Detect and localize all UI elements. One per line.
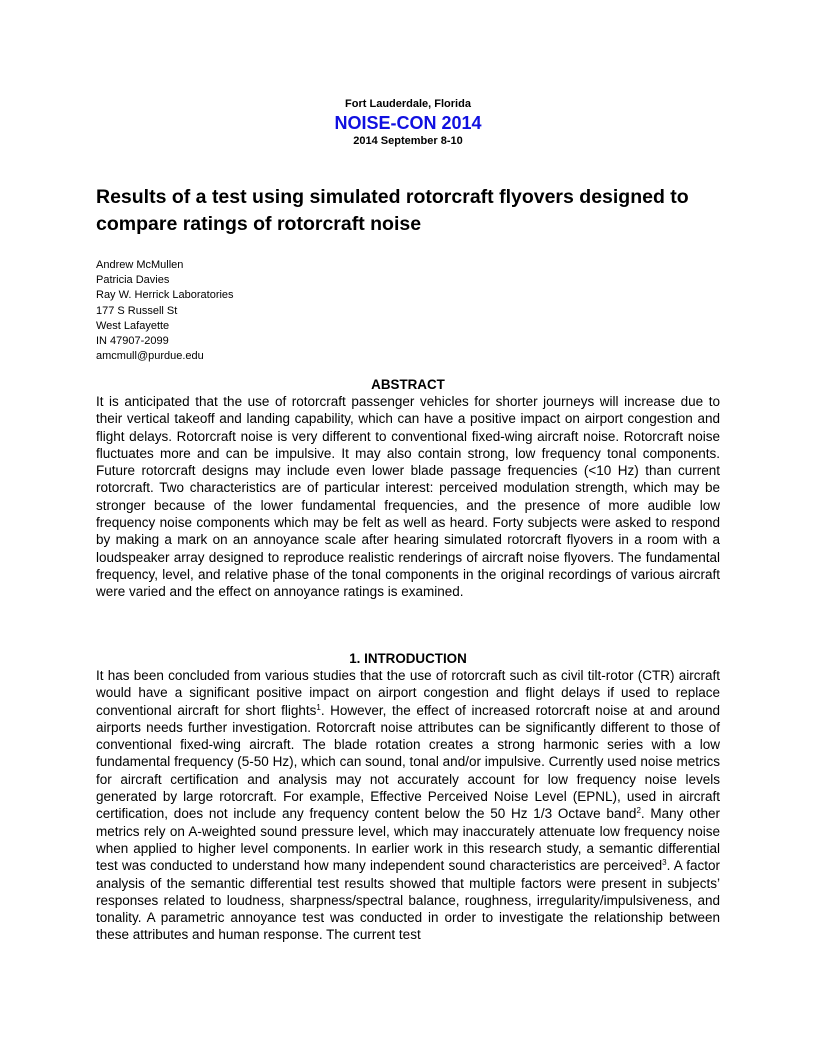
abstract-text: It is anticipated that the use of rotorcraft passenger vehicles for shorter journeys will increase due to their vertical takeoff and landing capability, which can have a positive impact on airport congestion and flight delays. Rotorcraft noise is very different to conventional fixed-wing aircraft noise. Rotorcraft noise fluctuates more and can be impulsive. It may also contain strong, low frequency tonal components. Future rotorcraft designs may include even lower blade passage frequencies (<10 Hz) than current rotorcraft. Two characteristics are of particular interest: perceived modulation strength, which may be stronger because of the lower fundamental frequencies, and the presence of more audible low frequency noise components which may be felt as well as heard. Forty subjects were asked to respond by making a mark on an annoyance scale after hearing simulated rotorcraft flyovers in a room with a loudspeaker array designed to reproduce realistic renderings of aircraft noise flyovers. The fundamental frequency, level, and relative phase of the tonal components in the original recordings of various aircraft were varied and the effect on annoyance ratings is examined. <box>96 394 720 600</box>
reference-marker: 2 <box>636 806 641 816</box>
author-address-city: West Lafayette <box>96 319 170 332</box>
author-name: Patricia Davies <box>96 274 170 287</box>
introduction-text-part: It has been concluded from various studies that the use of rotorcraft such as civil tilt-rotor (CTR) aircraft would have a significant positive impact on airport congestion and flight delays if used to replace conventional aircraft for short flights <box>96 668 720 718</box>
reference-marker: 1 <box>316 702 321 712</box>
conference-dates: 2014 September 8-10 <box>353 135 463 147</box>
author-name: Andrew McMullen <box>96 259 184 271</box>
author-affiliation: Ray W. Herrick Laboratories <box>96 289 234 302</box>
reference-marker: 3 <box>662 858 667 868</box>
introduction-text-part: . However, the effect of increased rotorcraft noise at and around airports needs further investigation. Rotorcraft noise attributes can be significantly different to those of conventional fixed-wing aircraft. The blade rotation creates a strong harmonic series with a low fundamental frequency (5-50 Hz), which can sound, tonal and/or impulsive. Currently used noise metrics for aircraft certification and analysis may not accurately account for low frequency noise levels generated by large rotorcraft. For example, Effective Perceived Noise Level (EPNL), used in aircraft certification, does not include any frequency content below the 50 Hz 1/3 Octave band <box>96 702 720 822</box>
conference-location: Fort Lauderdale, Florida <box>345 98 471 110</box>
introduction-text-part: . A factor analysis of the semantic differential test results showed that multiple factors were present in subjects’ responses related to loudness, sharpness/spectral balance, roughness, irregularity/impulsiveness, and tonality. A parametric annoyance test was conducted in order to investigate the relationship between these attributes and human response. The current test <box>96 858 720 943</box>
introduction-text-part: . Many other metrics rely on A-weighted sound pressure level, which may inaccurately attenuate low frequency noise when applied to higher level components. In earlier work in this research study, a semantic differential test was conducted to understand how many independent sound characteristics are perceived <box>96 806 720 874</box>
conference-header <box>0 98 816 148</box>
paper-title: Results of a test using simulated rotorcraft flyovers designed to compare ratings of rotorcraft noise <box>96 186 689 235</box>
conference-name: NOISE-CON 2014 <box>334 113 482 133</box>
introduction-heading: 1. INTRODUCTION <box>349 651 467 666</box>
abstract-heading: ABSTRACT <box>371 377 445 392</box>
introduction-text <box>96 667 720 944</box>
author-block <box>96 258 396 364</box>
author-address-zip: IN 47907-2099 <box>96 335 169 348</box>
author-email: amcmull@purdue.edu <box>96 350 204 363</box>
author-address-street: 177 S Russell St <box>96 304 178 317</box>
